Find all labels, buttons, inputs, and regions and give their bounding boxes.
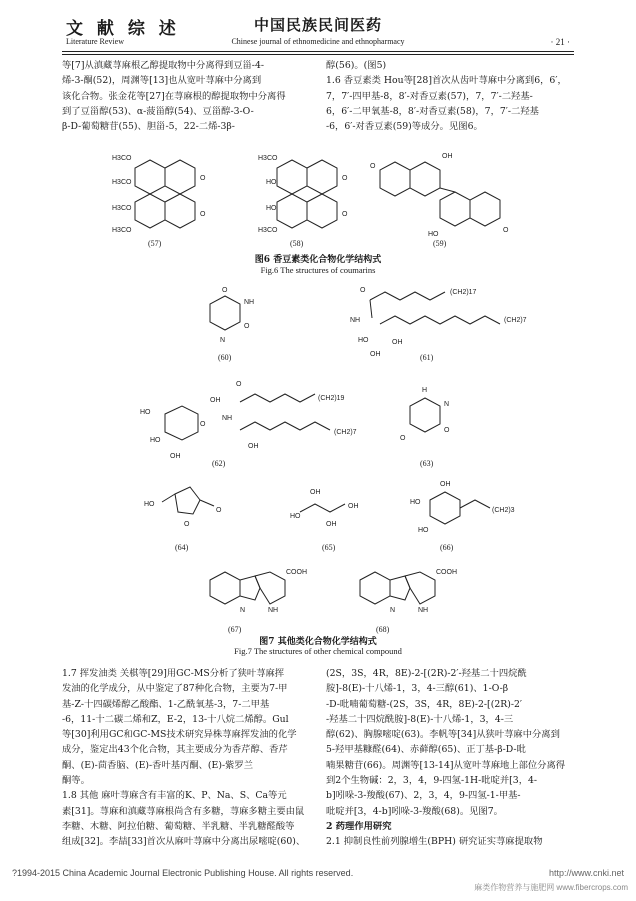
svg-text:(CH2)3: (CH2)3 — [492, 507, 515, 514]
structure-60 — [210, 287, 254, 362]
svg-text:O: O — [400, 435, 406, 442]
copyright-footer: ?1994-2015 China Academic Journal Electronic Publishing House. All rights reserved. — [12, 868, 354, 878]
svg-text:O: O — [222, 287, 228, 294]
svg-text:O: O — [200, 175, 206, 182]
label-58: (58) — [290, 239, 304, 248]
svg-text:O: O — [342, 175, 348, 182]
svg-text:O: O — [360, 287, 366, 294]
svg-text:OH: OH — [440, 481, 451, 488]
text-line: -6，6′-对香豆素(59)等成分。见图6。 — [326, 121, 483, 133]
svg-text:H: H — [422, 387, 428, 394]
label-68: (68) — [376, 625, 390, 634]
text-line: 7，7′-四甲基-8，8′-对香豆素(57)，7，7′-二羟基- — [326, 90, 533, 102]
svg-text:O: O — [200, 211, 206, 218]
svg-text:N: N — [240, 607, 246, 614]
structure-68 — [360, 569, 457, 634]
figure-6 — [0, 140, 636, 280]
text-line: 1.8 其他 麻叶荨麻含有丰富的K、P、Na、S、Ca等元 — [62, 790, 287, 802]
journal-title-en: Chinese journal of ethnomedicine and ethnopharmacy — [231, 37, 405, 46]
label-65: (65) — [322, 543, 336, 552]
text-line: 等[30]利用GC和GC-MS技术研究异株荨麻挥发油的化学 — [62, 729, 297, 741]
svg-text:(CH2)7: (CH2)7 — [334, 429, 357, 436]
svg-text:OH: OH — [210, 397, 221, 404]
svg-text:HO: HO — [358, 337, 369, 344]
label-66: (66) — [440, 543, 454, 552]
svg-text:NH: NH — [268, 607, 279, 614]
svg-text:H3CO: H3CO — [112, 205, 132, 212]
figure-6-caption: 图6 香豆素类化合物化学结构式 — [254, 255, 382, 265]
svg-text:O: O — [236, 381, 242, 388]
svg-text:NH: NH — [418, 607, 429, 614]
text-line: 醇(56)。(图5) — [326, 60, 387, 71]
structure-65 — [290, 489, 359, 552]
svg-text:OH: OH — [392, 339, 403, 346]
text-line: 2.1 抑制良性前列腺增生(BPH) 研究证实荨麻提取物 — [326, 836, 543, 848]
svg-text:OH: OH — [348, 503, 359, 510]
label-63: (63) — [420, 459, 434, 468]
svg-text:(CH2)7: (CH2)7 — [504, 317, 527, 324]
svg-text:HO: HO — [290, 513, 301, 520]
text-line: 成分，鉴定出43个化合物，其主要成分为香芹醇、香芹 — [62, 744, 288, 756]
text-line: 6，6′-二甲氧基-8，8′-对香豆素(58)，7，7′-二羟基 — [326, 105, 539, 117]
text-line: 基-Z-十四碳烯醇乙酸酯、1-乙酰氧基-3，7-二甲基 — [62, 698, 270, 710]
svg-text:OH: OH — [310, 489, 321, 496]
svg-text:(CH2)17: (CH2)17 — [450, 289, 477, 296]
text-line: b]吲哚-3-羧酸(67)、2，3，4，9-四氢-1-甲基- — [326, 790, 521, 802]
text-line: 到2个生物碱：2，3，4，9-四氢-1H-吡啶并[3，4- — [326, 775, 538, 787]
label-57: (57) — [148, 239, 162, 248]
text-line: 5-羟甲基糠醛(64)、赤藓醇(65)、正丁基-β-D-吡 — [326, 744, 526, 756]
structure-57 — [112, 155, 206, 248]
text-line: 李糖、木糖、阿拉伯糖、葡萄糖、半乳糖、半乳糖醛酸等 — [62, 820, 295, 832]
figure-7-caption-en: Fig.7 The structures of other chemical compound — [234, 646, 402, 656]
text-line: 到了豆甾醇(53)、α-菠甾醇(54)、豆甾醇-3-O- — [62, 105, 254, 117]
label-61: (61) — [420, 353, 434, 362]
journal-section-title: 文 献 综 述 — [66, 19, 180, 39]
svg-text:NH: NH — [222, 415, 233, 422]
svg-text:O: O — [342, 211, 348, 218]
journal-title: 中国民族民间医药 — [253, 16, 382, 34]
svg-text:OH: OH — [370, 351, 381, 358]
svg-text:N: N — [390, 607, 396, 614]
text-line: 发油的化学成分，从中鉴定了87种化合物，主要为7-甲 — [62, 683, 288, 695]
bottom-right-column — [326, 666, 578, 850]
text-line: 酮等。 — [62, 775, 90, 787]
page-number: · 21 · — [550, 37, 570, 47]
label-60: (60) — [218, 353, 232, 362]
svg-text:O: O — [200, 421, 206, 428]
svg-text:OH: OH — [248, 443, 259, 450]
label-64: (64) — [175, 543, 189, 552]
svg-text:NH: NH — [244, 299, 255, 306]
journal-section-title-en: Literature Review — [66, 37, 124, 46]
text-line: β-D-葡萄糖苷(55)、胆甾-5，22-二烯-3β- — [62, 121, 235, 133]
svg-text:H3CO: H3CO — [258, 155, 278, 162]
svg-text:HO: HO — [140, 409, 151, 416]
svg-text:COOH: COOH — [436, 569, 457, 576]
figure-6-caption-en: Fig.6 The structures of coumarins — [260, 265, 376, 275]
svg-text:H3CO: H3CO — [112, 227, 132, 234]
cnki-link[interactable]: http://www.cnki.net — [548, 868, 624, 878]
svg-text:HO: HO — [418, 527, 429, 534]
figure-7-caption: 图7 其他类化合物化学结构式 — [259, 637, 377, 647]
svg-text:OH: OH — [326, 521, 337, 528]
svg-text:HO: HO — [266, 179, 277, 186]
structure-67 — [210, 569, 307, 634]
text-line: 醇(62)、胸腺嘧啶(63)。李帆等[34]从狭叶荨麻中分离到 — [326, 729, 560, 741]
svg-text:HO: HO — [150, 437, 161, 444]
svg-text:H3CO: H3CO — [112, 179, 132, 186]
structure-59 — [370, 153, 509, 248]
svg-text:O: O — [184, 521, 190, 528]
svg-text:HO: HO — [410, 499, 421, 506]
text-line: -羟基二十四烷酰胺]-8(E)-十八烯-1，3，4-三 — [326, 713, 514, 725]
section-heading: 2 药理作用研究 — [326, 820, 392, 832]
watermark: 麻类作物营养与施肥网 www.fibercrops.com — [474, 883, 628, 892]
text-line: 喃果糖苷(66)。周渊等[13-14]从宽叶荨麻地上部位分离得 — [326, 759, 566, 771]
figure-7 — [0, 282, 636, 662]
svg-text:N: N — [444, 401, 450, 408]
text-line: 酮、(E)-茴香脑、(E)-香叶基丙酮、(E)-紫罗兰 — [62, 759, 253, 771]
structure-63 — [400, 387, 450, 468]
label-62: (62) — [212, 459, 226, 468]
text-line: 1.7 挥发油类 关棋等[29]用GC-MS分析了狭叶荨麻挥 — [62, 668, 285, 679]
text-line: -D-吡喃葡萄糖-(2S，3S，4R，8E)-2-[(2R)-2′ — [326, 698, 523, 710]
svg-text:HO: HO — [266, 205, 277, 212]
top-right-column — [326, 58, 578, 134]
text-line: 烯-3-酮(52)，周渊等[13]也从宽叶荨麻中分离到 — [62, 75, 262, 87]
text-line: 组成[32]。李喆[33]首次从麻叶荨麻中分离出尿嘧啶(60)、 — [62, 836, 306, 848]
text-line: (2S，3S，4R，8E)-2-[(2R)-2′-羟基二十四烷酰 — [326, 668, 527, 679]
svg-text:O: O — [216, 507, 222, 514]
structure-61 — [350, 287, 527, 362]
structure-62 — [140, 381, 357, 468]
svg-text:O: O — [244, 323, 250, 330]
text-line: 1.6 香豆素类 Hou等[28]首次从齿叶荨麻中分离到6，6′， — [326, 75, 567, 87]
label-67: (67) — [228, 625, 242, 634]
svg-text:O: O — [444, 427, 450, 434]
structure-64 — [144, 487, 222, 552]
svg-text:H3CO: H3CO — [258, 227, 278, 234]
text-line: -6，11-十二碳二烯和Z，E-2，13-十八烷二烯醇。Gul — [62, 713, 289, 725]
header-rule — [62, 51, 574, 55]
svg-text:HO: HO — [144, 501, 155, 508]
text-line: 吡啶并[3，4-b]吲哚-3-羧酸(68)。见图7。 — [326, 805, 503, 817]
text-line: 等[7]从滇藏荨麻根乙醇提取物中分离得到豆甾-4- — [62, 60, 265, 71]
structure-66 — [410, 481, 515, 552]
svg-text:NH: NH — [350, 317, 361, 324]
svg-text:HO: HO — [428, 231, 439, 238]
svg-text:O: O — [503, 227, 509, 234]
svg-text:N: N — [220, 337, 226, 344]
top-left-column — [62, 58, 314, 134]
structure-58 — [258, 155, 348, 248]
text-line: 该化合物。张金花等[27]在荨麻根的醇提取物中分离得 — [62, 90, 286, 102]
svg-text:COOH: COOH — [286, 569, 307, 576]
svg-text:OH: OH — [442, 153, 453, 160]
text-line: 胺]-8(E)-十八烯-1，3，4-三醇(61)、1-O-β — [326, 683, 509, 695]
label-59: (59) — [433, 239, 447, 248]
figure-7-structures — [0, 282, 636, 634]
svg-text:O: O — [370, 163, 376, 170]
svg-text:OH: OH — [170, 453, 181, 460]
figure-6-structures — [0, 140, 636, 252]
text-line: 素[31]。荨麻和滇藏荨麻根尚含有多糖，荨麻多糖主要由鼠 — [62, 805, 305, 817]
svg-text:(CH2)19: (CH2)19 — [318, 395, 345, 402]
bottom-left-column — [62, 666, 314, 850]
svg-text:H3CO: H3CO — [112, 155, 132, 162]
